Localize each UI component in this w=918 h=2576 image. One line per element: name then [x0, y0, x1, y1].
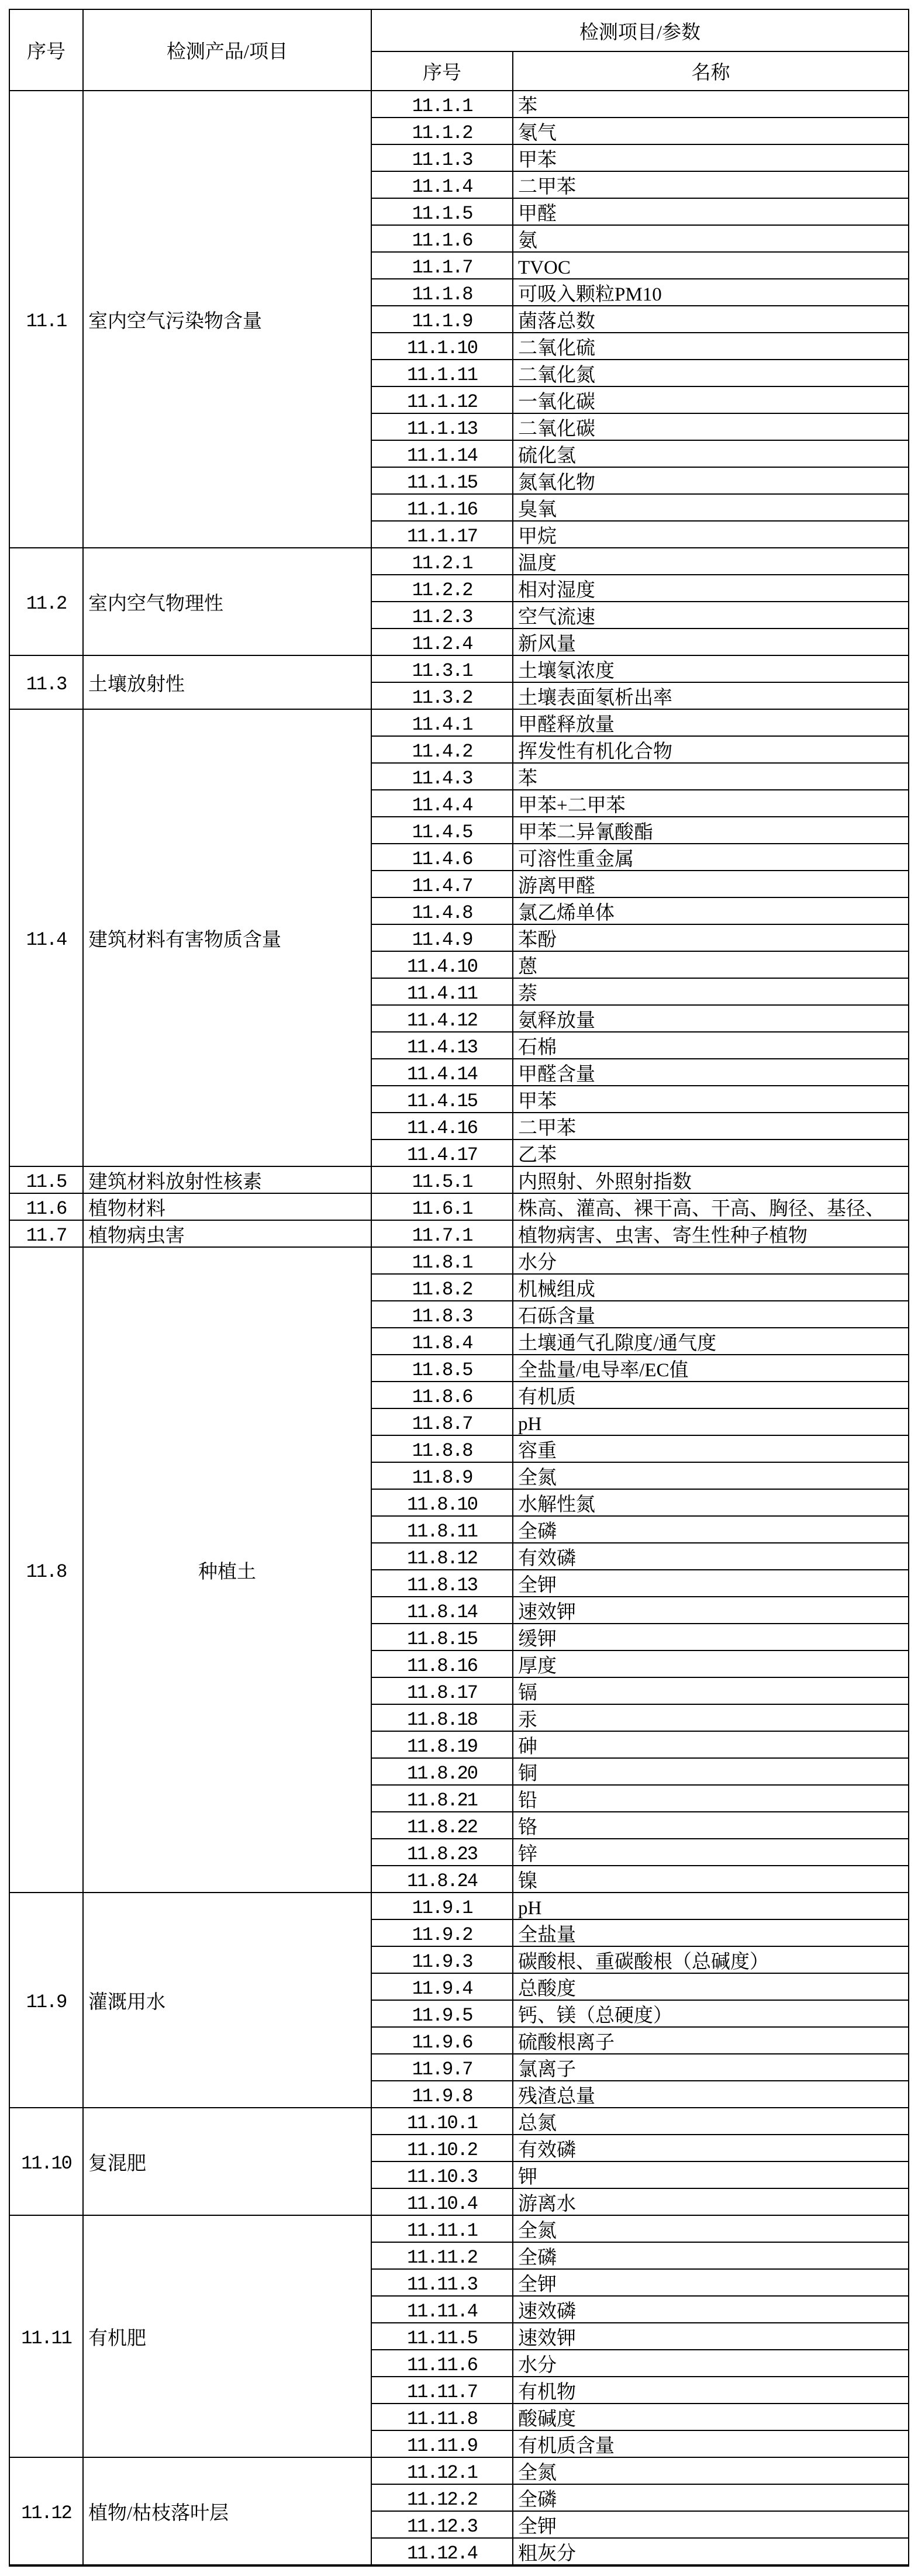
group-product: 复混肥	[84, 2108, 372, 2216]
group-seq: 11.4	[10, 710, 84, 1167]
item-name: 游离甲醛	[513, 871, 909, 898]
header-product: 检测产品/项目	[84, 10, 372, 91]
group-seq: 11.3	[10, 656, 84, 710]
item-seq: 11.1.13	[372, 414, 513, 441]
item-name: 挥发性有机化合物	[513, 737, 909, 764]
item-name: 乙苯	[513, 1140, 909, 1167]
item-name: 氨释放量	[513, 1006, 909, 1033]
item-seq: 11.1.6	[372, 226, 513, 253]
item-name: 菌落总数	[513, 306, 909, 333]
item-seq: 11.9.6	[372, 2028, 513, 2054]
item-seq: 11.1.15	[372, 468, 513, 495]
item-seq: 11.11.9	[372, 2431, 513, 2458]
item-seq: 11.8.2	[372, 1275, 513, 1301]
item-seq: 11.4.8	[372, 898, 513, 925]
item-name: 甲醛	[513, 199, 909, 226]
item-name: 全氮	[513, 1463, 909, 1490]
item-name: 甲苯	[513, 1086, 909, 1113]
item-name: 有机物	[513, 2377, 909, 2404]
item-name: 甲醛释放量	[513, 710, 909, 737]
item-seq: 11.1.8	[372, 279, 513, 306]
item-seq: 11.4.3	[372, 764, 513, 790]
item-seq: 11.12.3	[372, 2512, 513, 2539]
item-seq: 11.4.15	[372, 1086, 513, 1113]
item-seq: 11.8.4	[372, 1328, 513, 1355]
item-seq: 11.5.1	[372, 1167, 513, 1194]
item-seq: 11.2.2	[372, 575, 513, 602]
item-seq: 11.4.6	[372, 844, 513, 871]
item-name: 甲苯二异氰酸酯	[513, 817, 909, 844]
item-name: 二甲苯	[513, 1113, 909, 1140]
item-name: 铅	[513, 1786, 909, 1812]
testing-items-table	[9, 9, 909, 2567]
item-seq: 11.1.17	[372, 522, 513, 548]
item-seq: 11.1.16	[372, 495, 513, 522]
item-name: 镍	[513, 1866, 909, 1893]
item-name: 有机质	[513, 1382, 909, 1409]
item-seq: 11.8.12	[372, 1543, 513, 1570]
item-seq: 11.4.14	[372, 1059, 513, 1086]
item-name: 碳酸根、重碳酸根（总碱度）	[513, 1947, 909, 1974]
group-seq: 11.6	[10, 1194, 84, 1221]
item-seq: 11.10.2	[372, 2135, 513, 2162]
item-name: pH	[513, 1409, 909, 1436]
item-seq: 11.1.9	[372, 306, 513, 333]
item-name: 全氮	[513, 2458, 909, 2485]
item-name: 游离水	[513, 2189, 909, 2216]
item-seq: 11.11.1	[372, 2216, 513, 2243]
item-seq: 11.4.4	[372, 790, 513, 817]
item-seq: 11.11.4	[372, 2297, 513, 2323]
item-name: 二氧化氮	[513, 360, 909, 387]
group-product: 土壤放射性	[84, 656, 372, 710]
item-name: 二甲苯	[513, 172, 909, 199]
item-seq: 11.12.4	[372, 2539, 513, 2565]
item-name: 相对湿度	[513, 575, 909, 602]
item-seq: 11.9.3	[372, 1947, 513, 1974]
item-seq: 11.8.20	[372, 1759, 513, 1786]
group-seq: 11.1	[10, 91, 84, 548]
item-name: 内照射、外照射指数	[513, 1167, 909, 1194]
item-seq: 11.8.18	[372, 1705, 513, 1732]
item-name: 容重	[513, 1436, 909, 1463]
item-name: 石棉	[513, 1033, 909, 1059]
item-seq: 11.4.16	[372, 1113, 513, 1140]
item-seq: 11.3.1	[372, 656, 513, 683]
group-product: 种植土	[84, 1248, 372, 1893]
item-name: 钙、镁（总硬度）	[513, 2001, 909, 2028]
group-seq: 11.11	[10, 2216, 84, 2458]
item-name: 甲醛含量	[513, 1059, 909, 1086]
item-name: 粗灰分	[513, 2539, 909, 2565]
item-name: 新风量	[513, 629, 909, 656]
item-name: 机械组成	[513, 1275, 909, 1301]
header-seq: 序号	[10, 10, 84, 91]
item-seq: 11.8.24	[372, 1866, 513, 1893]
item-seq: 11.8.7	[372, 1409, 513, 1436]
item-name: 全磷	[513, 2243, 909, 2270]
group-product: 建筑材料放射性核素	[84, 1167, 372, 1194]
item-name: 水解性氮	[513, 1490, 909, 1517]
group-product: 有机肥	[84, 2216, 372, 2458]
item-seq: 11.2.3	[372, 602, 513, 629]
group-product: 植物/枯枝落叶层	[84, 2458, 372, 2565]
item-name: 苯	[513, 91, 909, 118]
item-name: 可溶性重金属	[513, 844, 909, 871]
item-name: 全磷	[513, 2485, 909, 2512]
item-seq: 11.4.12	[372, 1006, 513, 1033]
group-seq: 11.8	[10, 1248, 84, 1893]
item-seq: 11.2.4	[372, 629, 513, 656]
item-seq: 11.11.3	[372, 2270, 513, 2297]
item-seq: 11.8.9	[372, 1463, 513, 1490]
item-seq: 11.8.5	[372, 1355, 513, 1382]
group-seq: 11.9	[10, 1893, 84, 2108]
item-name: 氯乙烯单体	[513, 898, 909, 925]
item-seq: 11.8.11	[372, 1517, 513, 1543]
item-seq: 11.4.9	[372, 925, 513, 952]
group-product: 建筑材料有害物质含量	[84, 710, 372, 1167]
item-name: 甲烷	[513, 522, 909, 548]
item-name: 硫酸根离子	[513, 2028, 909, 2054]
item-seq: 11.1.11	[372, 360, 513, 387]
item-name: 铜	[513, 1759, 909, 1786]
item-name: 萘	[513, 979, 909, 1006]
header-sub-seq: 序号	[372, 52, 513, 91]
item-name: 全磷	[513, 1517, 909, 1543]
item-name: 株高、灌高、裸干高、干高、胸径、基径、	[513, 1194, 909, 1221]
item-name: 全钾	[513, 2270, 909, 2297]
item-seq: 11.11.8	[372, 2404, 513, 2431]
item-seq: 11.8.14	[372, 1597, 513, 1624]
item-seq: 11.4.10	[372, 952, 513, 979]
item-seq: 11.9.2	[372, 1920, 513, 1947]
item-name: 全钾	[513, 1570, 909, 1597]
item-seq: 11.4.7	[372, 871, 513, 898]
group-seq: 11.7	[10, 1221, 84, 1248]
item-name: 苯	[513, 764, 909, 790]
item-seq: 11.8.3	[372, 1301, 513, 1328]
item-seq: 11.11.5	[372, 2323, 513, 2350]
item-seq: 11.1.4	[372, 172, 513, 199]
item-name: 铬	[513, 1812, 909, 1839]
item-seq: 11.6.1	[372, 1194, 513, 1221]
item-seq: 11.8.19	[372, 1732, 513, 1759]
item-name: 全盐量/电导率/EC值	[513, 1355, 909, 1382]
item-name: 二氧化碳	[513, 414, 909, 441]
item-seq: 11.8.22	[372, 1812, 513, 1839]
item-name: 氡气	[513, 118, 909, 145]
group-seq: 11.12	[10, 2458, 84, 2565]
item-seq: 11.12.2	[372, 2485, 513, 2512]
item-seq: 11.1.3	[372, 145, 513, 172]
group-seq: 11.5	[10, 1167, 84, 1194]
item-name: 水分	[513, 2350, 909, 2377]
item-name: pH	[513, 1893, 909, 1920]
item-name: 残渣总量	[513, 2081, 909, 2108]
item-seq: 11.8.21	[372, 1786, 513, 1812]
group-product: 植物病虫害	[84, 1221, 372, 1248]
group-product: 植物材料	[84, 1194, 372, 1221]
item-seq: 11.11.6	[372, 2350, 513, 2377]
item-seq: 11.8.16	[372, 1651, 513, 1678]
item-seq: 11.1.1	[372, 91, 513, 118]
item-seq: 11.10.4	[372, 2189, 513, 2216]
group-seq: 11.10	[10, 2108, 84, 2216]
item-seq: 11.9.4	[372, 1974, 513, 2001]
item-name: 速效钾	[513, 1597, 909, 1624]
item-seq: 11.8.17	[372, 1678, 513, 1705]
item-name: 蒽	[513, 952, 909, 979]
item-seq: 11.8.10	[372, 1490, 513, 1517]
item-seq: 11.8.23	[372, 1839, 513, 1866]
item-seq: 11.7.1	[372, 1221, 513, 1248]
item-seq: 11.1.2	[372, 118, 513, 145]
item-name: 硫化氢	[513, 441, 909, 468]
item-name: 甲苯+二甲苯	[513, 790, 909, 817]
item-seq: 11.4.5	[372, 817, 513, 844]
item-name: 总氮	[513, 2108, 909, 2135]
item-name: 水分	[513, 1248, 909, 1275]
item-seq: 11.8.6	[372, 1382, 513, 1409]
item-name: 全钾	[513, 2512, 909, 2539]
item-seq: 11.11.2	[372, 2243, 513, 2270]
item-seq: 11.9.7	[372, 2054, 513, 2081]
item-name: 氮氧化物	[513, 468, 909, 495]
item-seq: 11.1.12	[372, 387, 513, 414]
item-seq: 11.8.1	[372, 1248, 513, 1275]
item-seq: 11.4.1	[372, 710, 513, 737]
item-name: 全盐量	[513, 1920, 909, 1947]
item-name: TVOC	[513, 253, 909, 279]
item-seq: 11.4.2	[372, 737, 513, 764]
item-name: 有效磷	[513, 2135, 909, 2162]
item-seq: 11.10.3	[372, 2162, 513, 2189]
item-name: 温度	[513, 548, 909, 575]
item-name: 苯酚	[513, 925, 909, 952]
item-name: 土壤通气孔隙度/通气度	[513, 1328, 909, 1355]
item-name: 汞	[513, 1705, 909, 1732]
item-name: 锌	[513, 1839, 909, 1866]
item-seq: 11.9.1	[372, 1893, 513, 1920]
item-name: 空气流速	[513, 602, 909, 629]
item-name: 甲苯	[513, 145, 909, 172]
item-name: 石砾含量	[513, 1301, 909, 1328]
item-seq: 11.2.1	[372, 548, 513, 575]
item-seq: 11.1.5	[372, 199, 513, 226]
item-name: 土壤氡浓度	[513, 656, 909, 683]
item-name: 氯离子	[513, 2054, 909, 2081]
group-product: 室内空气物理性	[84, 548, 372, 656]
item-seq: 11.4.17	[372, 1140, 513, 1167]
group-seq: 11.2	[10, 548, 84, 656]
item-name: 二氧化硫	[513, 333, 909, 360]
item-seq: 11.1.10	[372, 333, 513, 360]
item-name: 酸碱度	[513, 2404, 909, 2431]
item-name: 速效钾	[513, 2323, 909, 2350]
item-name: 钾	[513, 2162, 909, 2189]
item-seq: 11.4.13	[372, 1033, 513, 1059]
item-seq: 11.8.15	[372, 1624, 513, 1651]
item-name: 臭氧	[513, 495, 909, 522]
group-product: 灌溉用水	[84, 1893, 372, 2108]
item-seq: 11.9.5	[372, 2001, 513, 2028]
item-seq: 11.11.7	[372, 2377, 513, 2404]
item-name: 有机质含量	[513, 2431, 909, 2458]
item-name: 土壤表面氡析出率	[513, 683, 909, 710]
item-name: 可吸入颗粒PM10	[513, 279, 909, 306]
item-name: 总酸度	[513, 1974, 909, 2001]
item-name: 速效磷	[513, 2297, 909, 2323]
group-product: 室内空气污染物含量	[84, 91, 372, 548]
item-name: 有效磷	[513, 1543, 909, 1570]
item-name: 厚度	[513, 1651, 909, 1678]
item-name: 一氧化碳	[513, 387, 909, 414]
header-params: 检测项目/参数	[372, 10, 909, 52]
item-name: 植物病害、虫害、寄生性种子植物	[513, 1221, 909, 1248]
item-name: 全氮	[513, 2216, 909, 2243]
item-seq: 11.1.14	[372, 441, 513, 468]
item-seq: 11.12.1	[372, 2458, 513, 2485]
item-seq: 11.10.1	[372, 2108, 513, 2135]
item-name: 缓钾	[513, 1624, 909, 1651]
item-name: 镉	[513, 1678, 909, 1705]
item-seq: 11.8.8	[372, 1436, 513, 1463]
item-seq: 11.8.13	[372, 1570, 513, 1597]
item-name: 砷	[513, 1732, 909, 1759]
item-seq: 11.4.11	[372, 979, 513, 1006]
item-seq: 11.1.7	[372, 253, 513, 279]
item-name: 氨	[513, 226, 909, 253]
item-seq: 11.9.8	[372, 2081, 513, 2108]
header-sub-name: 名称	[513, 52, 909, 91]
item-seq: 11.3.2	[372, 683, 513, 710]
